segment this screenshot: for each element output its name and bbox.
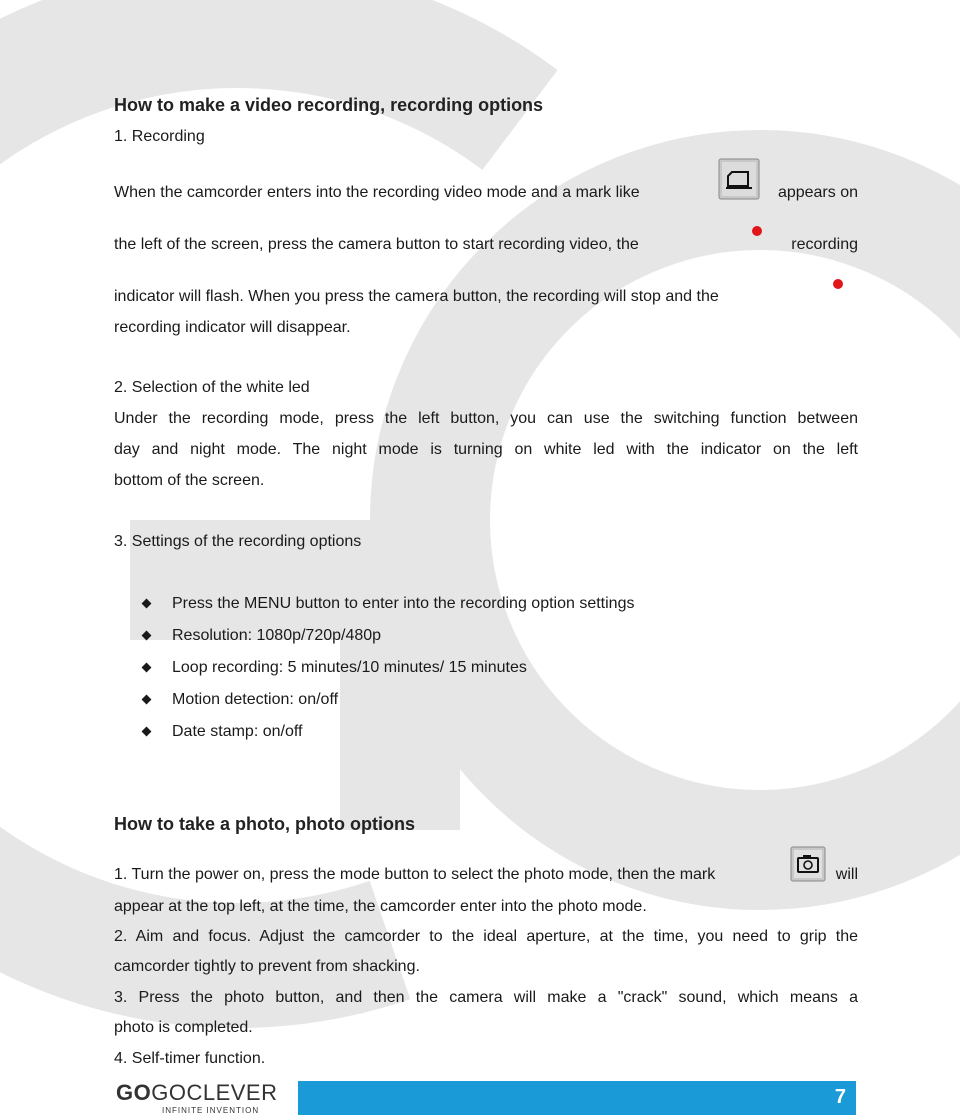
recording-indicator-icon xyxy=(751,225,763,237)
recording-subheading: 1. Recording xyxy=(114,128,205,145)
page-footer xyxy=(0,1078,960,1118)
list-item: Motion detection: on/off xyxy=(142,688,634,720)
recording-indicator-icon xyxy=(832,278,844,290)
text-segment: will xyxy=(835,866,858,883)
video-section-heading: How to make a video recording, recording options xyxy=(114,95,544,115)
goclever-logo xyxy=(116,1080,278,1115)
page-number-bar xyxy=(298,1081,856,1115)
paragraph-line: indicator will flash. When you press the camera button, the recording will stop and the xyxy=(114,288,719,305)
text-segment: 1. Turn the power on, press the mode button to select the photo mode, then the mark xyxy=(114,866,716,883)
text-segment: appears on xyxy=(777,184,858,201)
logo-tagline: INFINITE INVENTION xyxy=(162,1106,260,1115)
logo-brand-name: GOCLEVER xyxy=(151,1080,278,1105)
photo-mode-icon xyxy=(790,846,826,882)
paragraph-line: day and night mode. The night mode is turning on white led with the indicator on the left xyxy=(114,441,858,458)
list-item: Date stamp: on/off xyxy=(142,720,634,752)
paragraph-line: bottom of the screen. xyxy=(114,472,265,489)
paragraph-line xyxy=(114,235,858,255)
text-segment: When the camcorder enters into the recording video mode and a mark like xyxy=(114,184,640,201)
recording-options-list xyxy=(142,592,634,752)
paragraph-line: photo is completed. xyxy=(114,1019,253,1036)
list-item: Press the MENU button to enter into the recording option settings xyxy=(142,592,634,624)
paragraph-line: Under the recording mode, press the left button, you can use the switching function between xyxy=(114,410,858,427)
paragraph-line: appear at the top left, at the time, the camcorder enter into the photo mode. xyxy=(114,898,647,915)
logo-go-mark: GO xyxy=(116,1080,152,1105)
video-mode-icon xyxy=(718,158,760,200)
list-item: Loop recording: 5 minutes/10 minutes/ 15 minutes xyxy=(142,656,634,688)
paragraph-line: 3. Press the photo button, and then the camera will make a "crack" sound, which means a xyxy=(114,989,858,1006)
white-led-subheading: 2. Selection of the white led xyxy=(114,379,310,396)
paragraph-line: 2. Aim and focus. Adjust the camcorder to the ideal aperture, at the time, you need to grip the xyxy=(114,928,858,945)
paragraph-line: camcorder tightly to prevent from shacking. xyxy=(114,958,420,975)
text-segment: recording xyxy=(791,236,858,253)
page-number: 7 xyxy=(834,1086,846,1108)
recording-options-subheading: 3. Settings of the recording options xyxy=(114,533,362,550)
paragraph-line: recording indicator will disappear. xyxy=(114,319,351,336)
list-item: Resolution: 1080p/720p/480p xyxy=(142,624,634,656)
paragraph-line: 4. Self-timer function. xyxy=(114,1050,266,1067)
text-segment: the left of the screen, press the camera button to start recording video, the xyxy=(114,236,639,253)
photo-section-heading: How to take a photo, photo options xyxy=(114,814,415,834)
